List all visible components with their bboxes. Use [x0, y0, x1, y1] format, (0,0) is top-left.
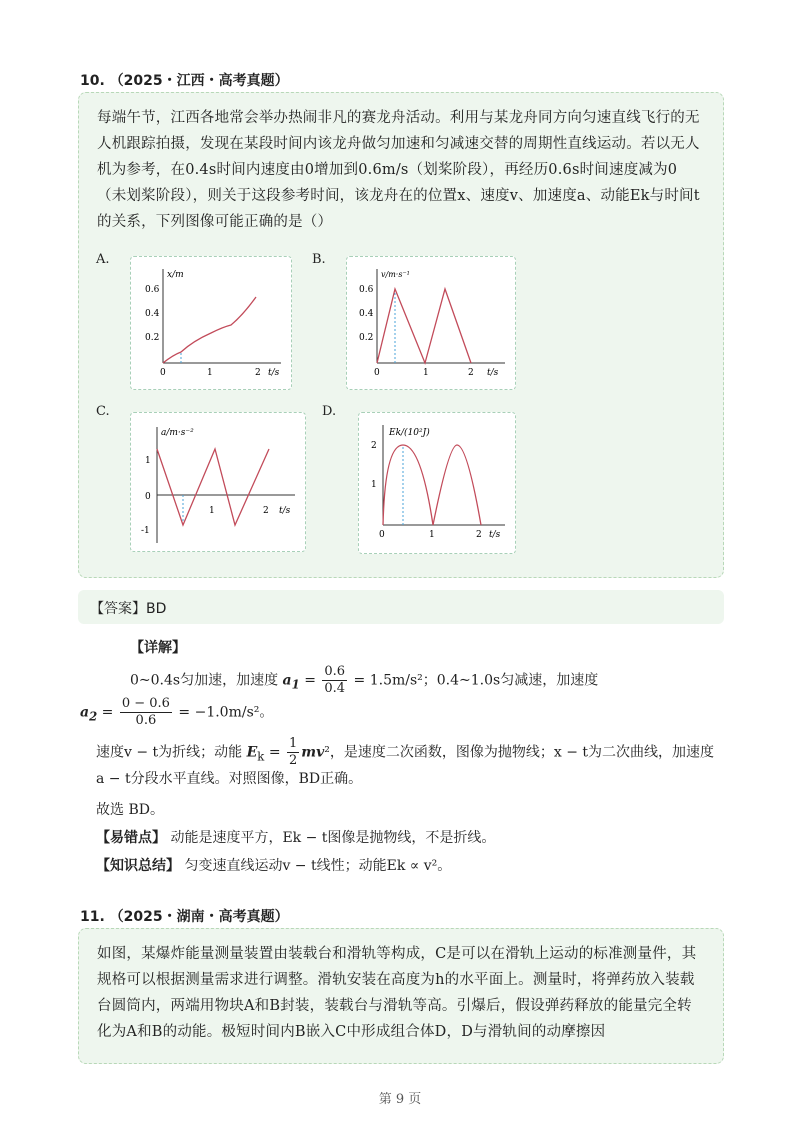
- solution-line1: 0~0.4s匀加速，加速度 $a_1$ = $\frac{0.6}{0.4}$ = 1.5m/s²；0.4~1.0s匀减速，加速度: [130, 664, 599, 696]
- answer-text: 【答案】BD: [90, 601, 167, 617]
- summary-line: [96, 856, 451, 876]
- q11-text: 如图，某爆炸能量测量装置由装载台和滑轨等构成，C是可以在滑轨上运动的标准测量件，其规格可以根据测量需求进行调整。滑轨安装在高度为h的水平面上。测量时，将弹药放入装载台圆筒内，两端用物块A和B封装，装载台与滑轨等高。引爆后，假设弹药释放的能量完全转化为A和B的动能。极短时间内B嵌入C中形成组合体D，D与滑轨间的动摩擦因: [97, 946, 697, 1040]
- graph-a-curve: [163, 297, 256, 363]
- q11-box: [78, 928, 724, 1064]
- graph-c-ytick: 0: [145, 492, 151, 502]
- graph-b-line: [377, 289, 471, 363]
- summary-label: 【知识总结】: [96, 858, 180, 874]
- q11-header: 11. （2025・湖南・高考真题）: [80, 909, 289, 925]
- graph-d-ytick: 1: [371, 480, 377, 490]
- graph-d-xlabel: t/s: [489, 530, 501, 540]
- graph-a-xlabel: t/s: [268, 368, 280, 378]
- solution-title: 【详解】: [130, 640, 186, 656]
- sol-l2: 速度v − t为折线；动能: [96, 744, 243, 761]
- graph-a-ytick: 0.4: [145, 309, 160, 319]
- page-number: 第 9 页: [378, 1092, 422, 1107]
- graph-d-ytick: 2: [371, 441, 377, 451]
- graph-d-svg: [359, 413, 515, 553]
- option-c-label: C.: [96, 404, 110, 419]
- graph-b-ytick: 0.2: [359, 333, 374, 343]
- summary-text: 匀变速直线运动v − t线性；动能Ek ∝ v²。: [184, 858, 452, 874]
- graph-c-xlabel: t/s: [279, 506, 291, 516]
- graph-a-ytick: 0.2: [145, 333, 160, 343]
- graph-a-xtick: 1: [207, 368, 213, 378]
- sol-l1b: ；0.4~1.0s匀减速，加速度: [422, 672, 599, 689]
- option-d-label: D.: [322, 404, 337, 419]
- graph-d-curve2: [433, 445, 481, 525]
- graph-c-ytick: -1: [141, 526, 150, 536]
- graph-b-xtick: 1: [423, 368, 429, 378]
- graph-b-ytick: 0.6: [359, 285, 374, 295]
- graph-a: [130, 256, 292, 390]
- graph-d-xtick: 0: [379, 530, 385, 540]
- graph-a-xtick: 0: [160, 368, 166, 378]
- graph-c: [130, 412, 306, 552]
- graph-b-ylabel: v/m·s⁻¹: [381, 270, 410, 279]
- graph-d-xtick: 1: [429, 530, 435, 540]
- graph-a-ylabel: x/m: [167, 270, 184, 280]
- graph-c-svg: [131, 413, 305, 551]
- sol-l1a: 0~0.4s匀加速，加速度: [130, 672, 279, 689]
- q10-text: 每端午节，江西各地常会举办热闹非凡的赛龙舟活动。利用与某龙舟同方向匀速直线飞行的无人机跟踪拍摄，发现在某段时间内该龙舟做匀加速和匀减速交替的周期性直线运动。若以无人机为参考，在0.4s时间内速度由0增加到0.6m/s（划桨阶段），再经历0.6s时间速度减为0（未划桨阶段），则关于这段参考时间，该龙舟在的位置x、速度v、加速度a、动能Ek与时间t的关系，下列图像可能正确的是（）: [97, 110, 700, 230]
- sol-l2b: ，是速度二次函数，图像为抛物线；x − t为二次曲线，加速度a − t分段水平直线。对照图像，BD正确。: [96, 744, 715, 787]
- graph-d-curve1: [383, 445, 433, 525]
- solution-line2: 速度v − t为折线；动能 $E_k$ = $\frac{1}{2}$ mv²，是速度二次函数，图像为抛物线；x − t为二次曲线，加速度a − t分段水平直线。对照图像，BD正确。: [96, 736, 715, 787]
- graph-b-xtick: 0: [374, 368, 380, 378]
- solution-conclusion: 故选 BD。: [96, 802, 164, 818]
- graph-b-xlabel: t/s: [487, 368, 499, 378]
- graph-d-ylabel: Ek/(10²J): [389, 428, 430, 438]
- answer-bar: [78, 590, 724, 624]
- graph-b-svg: [347, 257, 515, 389]
- mistake-text: 动能是速度平方，Ek − t图像是抛物线，不是折线。: [170, 830, 496, 846]
- solution-line1b: $a_2$ = $\frac{0 - 0.6}{0.6}$ = −1.0m/s²。: [80, 696, 274, 728]
- graph-a-svg: [131, 257, 291, 389]
- graph-b: [346, 256, 516, 390]
- graph-a-xtick: 2: [255, 368, 261, 378]
- q10-header: 10. （2025・江西・高考真题）: [80, 73, 289, 89]
- graph-d: [358, 412, 516, 554]
- graph-c-ylabel: a/m·s⁻²: [161, 428, 194, 438]
- graph-d-xtick: 2: [476, 530, 482, 540]
- graph-b-ytick: 0.4: [359, 309, 374, 319]
- graph-c-ytick: 1: [145, 456, 151, 466]
- graph-b-xtick: 2: [468, 368, 474, 378]
- graph-a-ytick: 0.6: [145, 285, 160, 295]
- mistake-label: 【易错点】: [96, 830, 166, 846]
- mistake-line: [96, 828, 495, 848]
- graph-c-xtick: 1: [209, 506, 215, 516]
- option-b-label: B.: [312, 252, 326, 267]
- graph-c-xtick: 2: [263, 506, 269, 516]
- option-a-label: A.: [96, 252, 110, 267]
